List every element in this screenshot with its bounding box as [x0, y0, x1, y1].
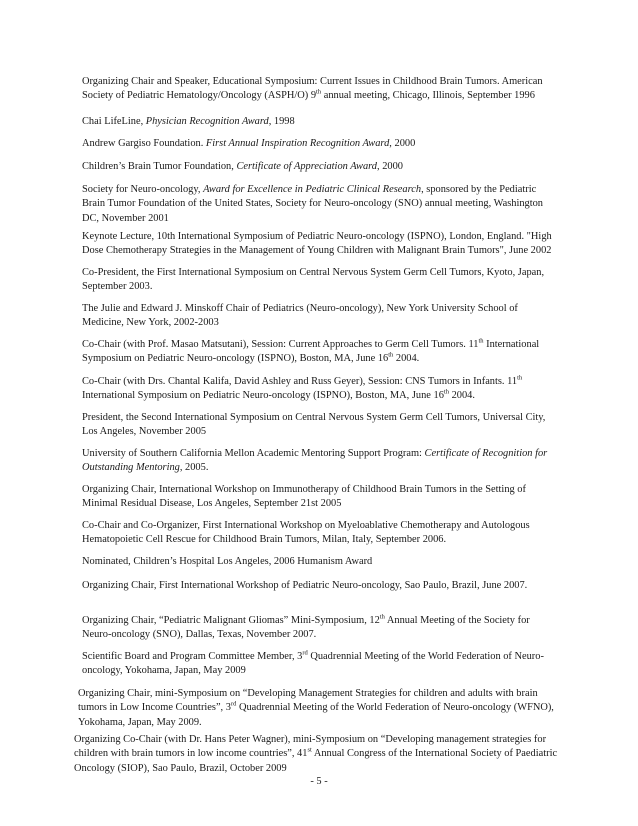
entry-siop-mini-symposium [74, 733, 560, 776]
entry-childrens-brain-tumor-foundation [82, 160, 558, 174]
entry-text: Organizing Chair, “Pediatric Malignant Gliomas” Mini-Symposium, 12 [82, 615, 380, 626]
superscript: th [517, 374, 523, 382]
entry-chai-lifeline [82, 115, 558, 129]
entry-text: Children’s Brain Tumor Foundation, [82, 161, 237, 172]
entry-wfno-mini-symposium [78, 687, 558, 730]
superscript: th [388, 351, 394, 359]
entry-text: International Symposium on Pediatric Neuro-oncology (ISPNO), Boston, MA, June 16 [82, 339, 540, 365]
entry-keynote-ispno-london [82, 230, 558, 259]
entry-text: Annual Congress of the International Society of Paediatric Oncology (SIOP), Sao Paulo, Brazil, October 2009 [74, 748, 558, 774]
entry-text: Organizing Chair, mini-Symposium on “Developing Management Strategies for children and adults with brain tumors in Low Income Countries”, 3 [78, 688, 538, 714]
superscript: th [316, 88, 322, 96]
entry-text: , 2000 [377, 161, 403, 172]
italic-text: Award for Excellence in Pediatric Clinical Research [203, 184, 422, 195]
entry-text: , 1998 [268, 116, 295, 127]
superscript: th [379, 613, 385, 621]
entry-text: Organizing Chair, International Workshop on Immunotherapy of Childhood Brain Tumors in the Setting of Minimal Residual Disease, Los Angeles, September 21st 2005 [82, 484, 526, 510]
entry-text: Annual Meeting of the Society for Neuro-oncology (SNO), Dallas, Texas, November 2007. [82, 615, 530, 641]
entry-text: Co-Chair (with Drs. Chantal Kalifa, David Ashley and Russ Geyer), Session: CNS Tumors in Infants. 11 [82, 376, 518, 387]
entry-myeloablative-workshop [82, 519, 558, 548]
entry-text: Organizing Co-Chair (with Dr. Hans Peter Wagner), mini-Symposium on “Developing management strategies for children with brain tumors in low income countries”, 41 [74, 734, 547, 760]
entry-text: President, the Second International Symposium on Central Nervous System Germ Cell Tumors, Universal City, Los Angeles, November 2005 [82, 412, 546, 438]
entry-text: Co-Chair and Co-Organizer, First International Workshop on Myeloablative Chemotherapy and Autologous Hematopoietic Cell Rescue for Childhood Brain Tumors, Milan, Italy, September 2006. [82, 520, 530, 546]
entry-text: International Symposium on Pediatric Neuro-oncology (ISPNO), Boston, MA, June 16 [82, 390, 444, 402]
entry-text: Quadrennial Meeting of the World Federation of Neuro-oncology, Yokohama, Japan, May 2009 [82, 651, 544, 677]
entry-text: Quadrennial Meeting of the World Federation of Neuro-oncology (WFNO), Yokohama, Japan, May 2009. [78, 702, 554, 728]
entry-minskoff-chair [82, 302, 558, 331]
entry-text: Andrew Gargiso Foundation. [82, 138, 206, 149]
entry-co-chair-infants [82, 375, 558, 404]
entry-text: Scientific Board and Program Committee Member, 3 [82, 651, 303, 662]
superscript: th [478, 337, 484, 345]
entry-text: annual meeting, Chicago, Illinois, September 1996 [321, 90, 535, 102]
entry-text: University of Southern California Mellon Academic Mentoring Support Program: [82, 448, 425, 459]
entry-gargiso-foundation [82, 137, 558, 151]
entry-text: Co-President, the First International Symposium on Central Nervous System Germ Cell Tumors, Kyoto, Japan, September 2003. [82, 267, 545, 293]
entry-text: , 2005. [179, 462, 209, 474]
entry-immunotherapy-workshop [82, 483, 558, 512]
italic-text: Certificate of Appreciation Award [236, 161, 377, 172]
entry-aspho-symposium [82, 75, 558, 104]
superscript: rd [302, 649, 308, 657]
entry-co-chair-germ-cell [82, 338, 558, 367]
entry-sao-paulo-workshop [82, 579, 558, 593]
entry-text: , sponsored by the Pediatric Brain Tumor Foundation of the United States, Society for Neuro-oncology (SNO) annual meeting, Washington DC, November 2001 [82, 184, 544, 224]
entry-text: Keynote Lecture, 10th International Symposium of Pediatric Neuro-oncology (ISPNO), London, England. "High Dose Chemotherapy Strategies in the Management of Young Children with Malignant Brain Tumors", June 2002 [82, 231, 552, 257]
entry-malignant-gliomas [82, 614, 558, 643]
entry-text: Society for Neuro-oncology, [82, 184, 204, 195]
page-number: - 5 - [310, 776, 328, 787]
superscript: rd [230, 700, 237, 708]
entry-text: Organizing Chair, First International Workshop of Pediatric Neuro-oncology, Sao Paulo, Brazil, June 2007. [82, 580, 528, 591]
entry-text: Co-Chair (with Prof. Masao Matsutani), Session: Current Approaches to Germ Cell Tumors. 11 [82, 339, 479, 350]
entry-text: 2004. [393, 353, 420, 365]
entry-humanism-award [82, 555, 558, 569]
entry-text: Organizing Chair and Speaker, Educational Symposium: Current Issues in Childhood Brain Tumors. American Society of Pediatric Hematology/Oncology (ASPH/O) 9 [82, 76, 543, 102]
entry-text: The Julie and Edward J. Minskoff Chair of Pediatrics (Neuro-oncology), New York University School of Medicine, New York, 2002-2003 [82, 303, 518, 329]
entry-co-president-kyoto [82, 266, 558, 295]
entry-text: Nominated, Children’s Hospital Los Angeles, 2006 Humanism Award [82, 556, 373, 567]
entry-president-los-angeles [82, 411, 558, 440]
entry-text: 2004. [448, 390, 475, 402]
superscript: st [307, 746, 312, 754]
italic-text: Certificate of Recognition for Outstanding Mentoring [82, 448, 548, 474]
entry-text: Chai LifeLine, [82, 116, 146, 127]
italic-text: First Annual Inspiration Recognition Award [205, 138, 390, 149]
entry-wfno-scientific-board [82, 650, 558, 679]
entry-usc-mellon [82, 447, 558, 476]
entry-sno-award [82, 183, 558, 226]
superscript: th [443, 388, 449, 396]
italic-text: Physician Recognition Award [145, 116, 269, 127]
entry-text: , 2000 [389, 138, 416, 149]
